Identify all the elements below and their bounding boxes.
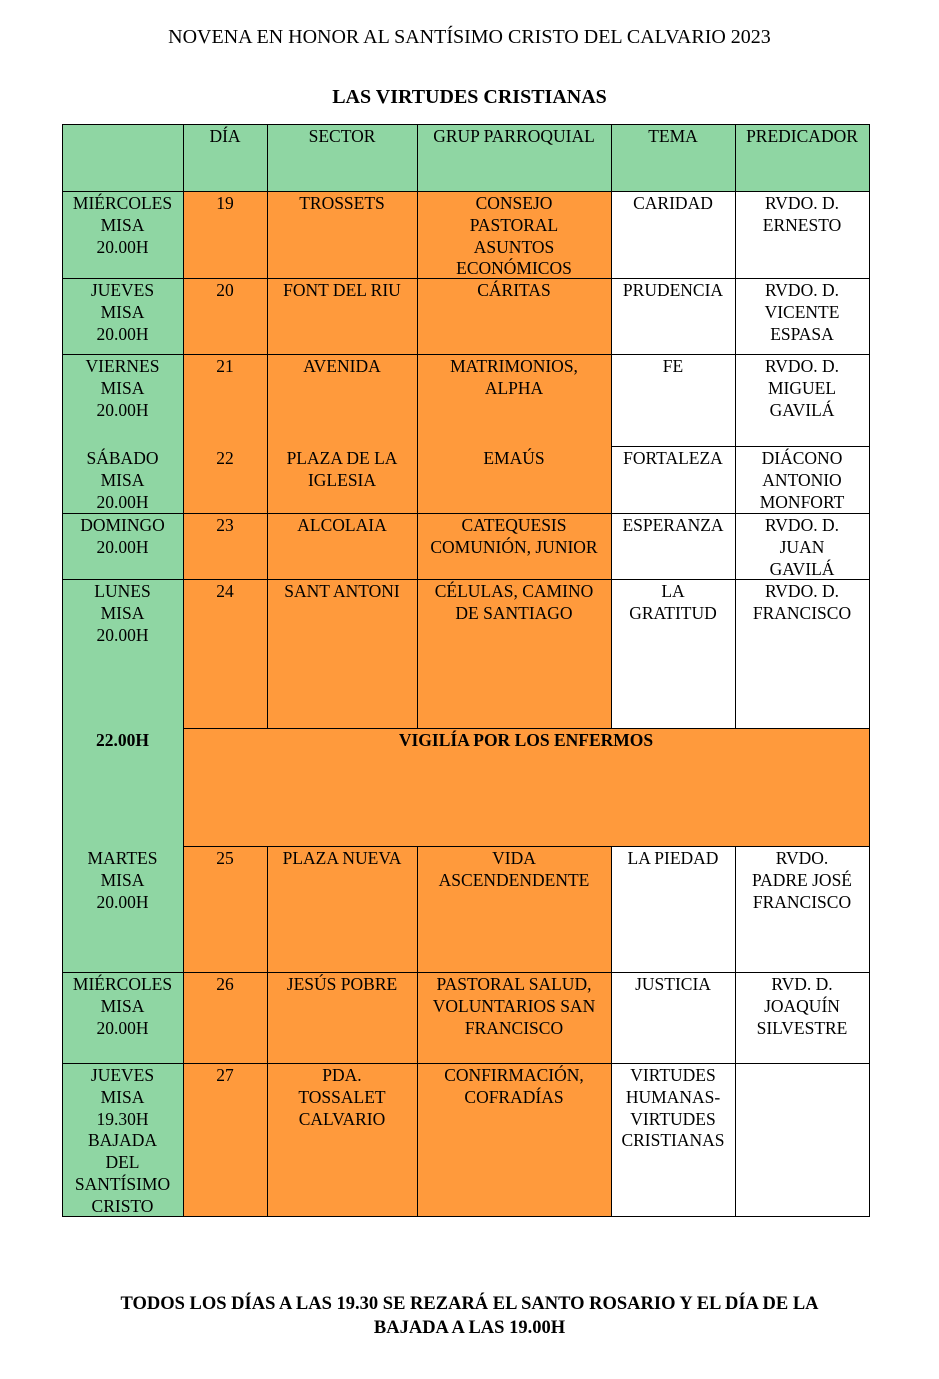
- group-cell: [417, 513, 611, 579]
- preacher-line: FRANCISCO: [752, 602, 852, 623]
- when-line: VIERNES: [85, 356, 160, 376]
- preacher-line: GAVILÁ: [769, 558, 835, 579]
- group-cell: [417, 972, 611, 1063]
- when-line: MISA: [100, 1086, 145, 1107]
- when-line: 20.00H: [96, 1017, 149, 1038]
- group-line: DE SANTIAGO: [455, 602, 573, 623]
- header-sector: SECTOR: [267, 124, 417, 191]
- sector-line: SANT ANTONI: [284, 581, 400, 601]
- sector-line: AVENIDA: [303, 356, 381, 376]
- when-line: MISA: [100, 602, 145, 623]
- theme-line: CARIDAD: [633, 193, 713, 213]
- sector-line: PLAZA NUEVA: [282, 848, 402, 868]
- document-title: NOVENA EN HONOR AL SANTÍSIMO CRISTO DEL CALVARIO 2023: [168, 26, 771, 48]
- vigil-time: 22.00H: [62, 728, 183, 846]
- theme-line: ESPERANZA: [622, 515, 724, 535]
- day-cell: 20: [183, 278, 267, 354]
- preacher-line: RVDO. D.: [765, 280, 839, 300]
- preacher-line: RVDO. D.: [765, 356, 839, 376]
- preacher-cell: [735, 1063, 869, 1216]
- when-line: 20.00H: [96, 323, 149, 344]
- preacher-line: MIGUEL: [767, 377, 837, 398]
- preacher-line: MONFORT: [759, 491, 845, 512]
- preacher-line: RVDO.: [775, 848, 829, 868]
- day-cell: 26: [183, 972, 267, 1063]
- group-line: FRANCISCO: [464, 1017, 564, 1038]
- header-theme: TEMA: [611, 124, 735, 191]
- preacher-line: ANTONIO: [762, 469, 842, 490]
- sector-line: CALVARIO: [298, 1108, 386, 1129]
- when-cell: [62, 846, 183, 972]
- theme-cell: [611, 446, 735, 513]
- when-cell: [62, 354, 183, 446]
- theme-cell: [611, 972, 735, 1063]
- preacher-line: ESPASA: [770, 323, 834, 344]
- sector-line: ALCOLAIA: [297, 515, 387, 535]
- theme-line: FE: [662, 356, 684, 376]
- preacher-line: ERNESTO: [762, 214, 842, 235]
- when-line: MISA: [100, 469, 145, 490]
- header-preacher: PREDICADOR: [735, 124, 869, 191]
- footer-line-2: BAJADA A LAS 19.00H: [373, 1318, 566, 1338]
- group-line: CONSEJO: [475, 193, 553, 213]
- preacher-line: RVDO. D.: [765, 581, 839, 601]
- preacher-cell: [735, 846, 869, 972]
- sector-cell: [267, 1063, 417, 1216]
- footer-line-1: TODOS LOS DÍAS A LAS 19.30 SE REZARÁ EL SANTO ROSARIO Y EL DÍA DE LA: [120, 1294, 819, 1314]
- theme-line: VIRTUDES: [630, 1065, 716, 1085]
- group-line: MATRIMONIOS,: [450, 356, 578, 376]
- table-rule: [183, 728, 870, 729]
- preacher-line: RVDO. D.: [765, 515, 839, 535]
- preacher-line: PADRE JOSÉ: [751, 869, 852, 890]
- day-cell: 23: [183, 513, 267, 579]
- group-line: VIDA: [492, 848, 536, 868]
- sector-line: TROSSETS: [299, 193, 385, 213]
- when-line: DOMINGO: [80, 515, 165, 535]
- when-line: 19.30H: [96, 1108, 149, 1129]
- sector-cell: [267, 513, 417, 579]
- table-rule: [735, 124, 736, 729]
- when-line: JUEVES: [90, 1065, 155, 1085]
- sector-cell: [267, 191, 417, 278]
- when-cell: [62, 972, 183, 1063]
- when-line: SÁBADO: [86, 448, 159, 468]
- theme-line: HUMANAS-: [625, 1086, 721, 1107]
- preacher-cell: [735, 354, 869, 446]
- theme-line: JUSTICIA: [635, 974, 711, 994]
- sector-cell: [267, 579, 417, 728]
- table-rule: [183, 846, 870, 847]
- when-line: 20.00H: [96, 491, 149, 512]
- theme-cell: [611, 1063, 735, 1216]
- sector-line: JESÚS POBRE: [286, 974, 398, 994]
- sector-cell: [267, 278, 417, 354]
- when-line: 20.00H: [96, 891, 149, 912]
- preacher-line: DIÁCONO: [761, 448, 843, 468]
- day-cell: 22: [183, 446, 267, 513]
- table-rule: [267, 846, 268, 1217]
- theme-line: VIRTUDES: [630, 1108, 716, 1129]
- theme-cell: [611, 354, 735, 446]
- group-cell: [417, 354, 611, 446]
- preacher-line: FRANCISCO: [752, 891, 852, 912]
- footer-note: [0, 1292, 939, 1340]
- when-line: 20.00H: [96, 536, 149, 557]
- theme-line: GRATITUD: [629, 602, 717, 623]
- when-cell: [62, 1063, 183, 1216]
- sector-cell: [267, 354, 417, 446]
- table-rule: [735, 846, 736, 1217]
- when-line: 20.00H: [96, 236, 149, 257]
- theme-line: LA: [661, 581, 685, 601]
- preacher-cell: [735, 972, 869, 1063]
- group-line: CÁRITAS: [477, 280, 551, 300]
- table-rule: [183, 124, 184, 1217]
- preacher-cell: [735, 191, 869, 278]
- when-line: JUEVES: [90, 280, 155, 300]
- when-line: MARTES: [87, 848, 158, 868]
- when-line: LUNES: [94, 581, 151, 601]
- group-line: PASTORAL SALUD,: [436, 974, 592, 994]
- sector-line: TOSSALET: [298, 1086, 386, 1107]
- sector-cell: [267, 846, 417, 972]
- preacher-cell: [735, 513, 869, 579]
- group-cell: [417, 191, 611, 278]
- preacher-cell: [735, 278, 869, 354]
- document-subtitle: LAS VIRTUDES CRISTIANAS: [332, 86, 607, 108]
- group-line: COFRADÍAS: [464, 1086, 564, 1107]
- preacher-line: VICENTE: [764, 301, 840, 322]
- group-line: EMAÚS: [483, 448, 545, 468]
- when-line: MISA: [100, 995, 145, 1016]
- preacher-cell: [735, 446, 869, 513]
- theme-line: LA PIEDAD: [627, 848, 719, 868]
- day-cell: 27: [183, 1063, 267, 1216]
- table-rule: [417, 846, 418, 1217]
- theme-cell: [611, 579, 735, 728]
- when-line: BAJADA: [87, 1130, 158, 1151]
- group-line: CONFIRMACIÓN,: [444, 1065, 584, 1085]
- theme-cell: [611, 278, 735, 354]
- when-line: CRISTO: [91, 1195, 154, 1216]
- group-line: ALPHA: [484, 377, 544, 398]
- theme-cell: [611, 846, 735, 972]
- when-line: MISA: [100, 869, 145, 890]
- group-line: ASCENDENDENTE: [438, 869, 590, 890]
- when-cell: [62, 446, 183, 513]
- when-cell: [62, 191, 183, 278]
- when-line: MISA: [100, 301, 145, 322]
- group-line: COMUNIÓN, JUNIOR: [430, 536, 598, 557]
- group-line: CÉLULAS, CAMINO: [434, 581, 594, 601]
- theme-cell: [611, 513, 735, 579]
- sector-cell: [267, 972, 417, 1063]
- preacher-line: SILVESTRE: [756, 1017, 848, 1038]
- preacher-cell: [735, 579, 869, 728]
- theme-line: PRUDENCIA: [622, 280, 724, 300]
- table-rule: [267, 124, 268, 729]
- header-blank: [62, 124, 183, 191]
- sector-line: PDA.: [322, 1065, 362, 1085]
- vigil-label: VIGILÍA POR LOS ENFERMOS: [183, 728, 869, 846]
- table-rule: [611, 124, 612, 729]
- when-line: SANTÍSIMO: [74, 1173, 171, 1194]
- group-cell: [417, 846, 611, 972]
- theme-line: FORTALEZA: [623, 448, 723, 468]
- table-rule: [417, 124, 418, 729]
- sector-line: PLAZA DE LA: [286, 448, 398, 468]
- table-rule: [611, 446, 870, 447]
- when-line: DEL: [105, 1152, 140, 1173]
- when-line: 20.00H: [96, 399, 149, 420]
- table-left-border: [62, 124, 63, 1217]
- theme-cell: [611, 191, 735, 278]
- group-line: VOLUNTARIOS SAN: [432, 995, 596, 1016]
- table-rule: [611, 846, 612, 1217]
- day-cell: 19: [183, 191, 267, 278]
- group-line: ASUNTOS: [473, 236, 555, 257]
- theme-line: CRISTIANAS: [621, 1130, 725, 1151]
- preacher-line: RVDO. D.: [765, 193, 839, 213]
- when-line: MISA: [100, 214, 145, 235]
- sector-cell: [267, 446, 417, 513]
- preacher-line: JOAQUÍN: [764, 995, 840, 1016]
- day-cell: 21: [183, 354, 267, 446]
- when-line: 20.00H: [96, 624, 149, 645]
- header-group: GRUP PARROQUIAL: [417, 124, 611, 191]
- group-line: CATEQUESIS: [461, 515, 567, 535]
- novena-schedule-table: [62, 124, 869, 1216]
- when-cell: [62, 278, 183, 354]
- preacher-line: GAVILÁ: [769, 399, 835, 420]
- preacher-line: RVD. D.: [771, 974, 833, 994]
- group-line: PASTORAL: [469, 214, 559, 235]
- table-right-border: [869, 124, 870, 1217]
- when-line: MIÉRCOLES: [72, 193, 173, 213]
- header-day: DÍA: [183, 124, 267, 191]
- group-cell: [417, 446, 611, 513]
- sector-line: IGLESIA: [307, 469, 377, 490]
- group-cell: [417, 579, 611, 728]
- when-cell: [62, 579, 183, 728]
- group-cell: [417, 278, 611, 354]
- day-cell: 24: [183, 579, 267, 728]
- when-cell: [62, 513, 183, 579]
- sector-line: FONT DEL RIU: [283, 280, 401, 300]
- day-cell: 25: [183, 846, 267, 972]
- group-line: ECONÓMICOS: [456, 258, 572, 279]
- when-line: MIÉRCOLES: [72, 974, 173, 994]
- group-cell: [417, 1063, 611, 1216]
- preacher-line: JUAN: [779, 536, 825, 557]
- when-line: MISA: [100, 377, 145, 398]
